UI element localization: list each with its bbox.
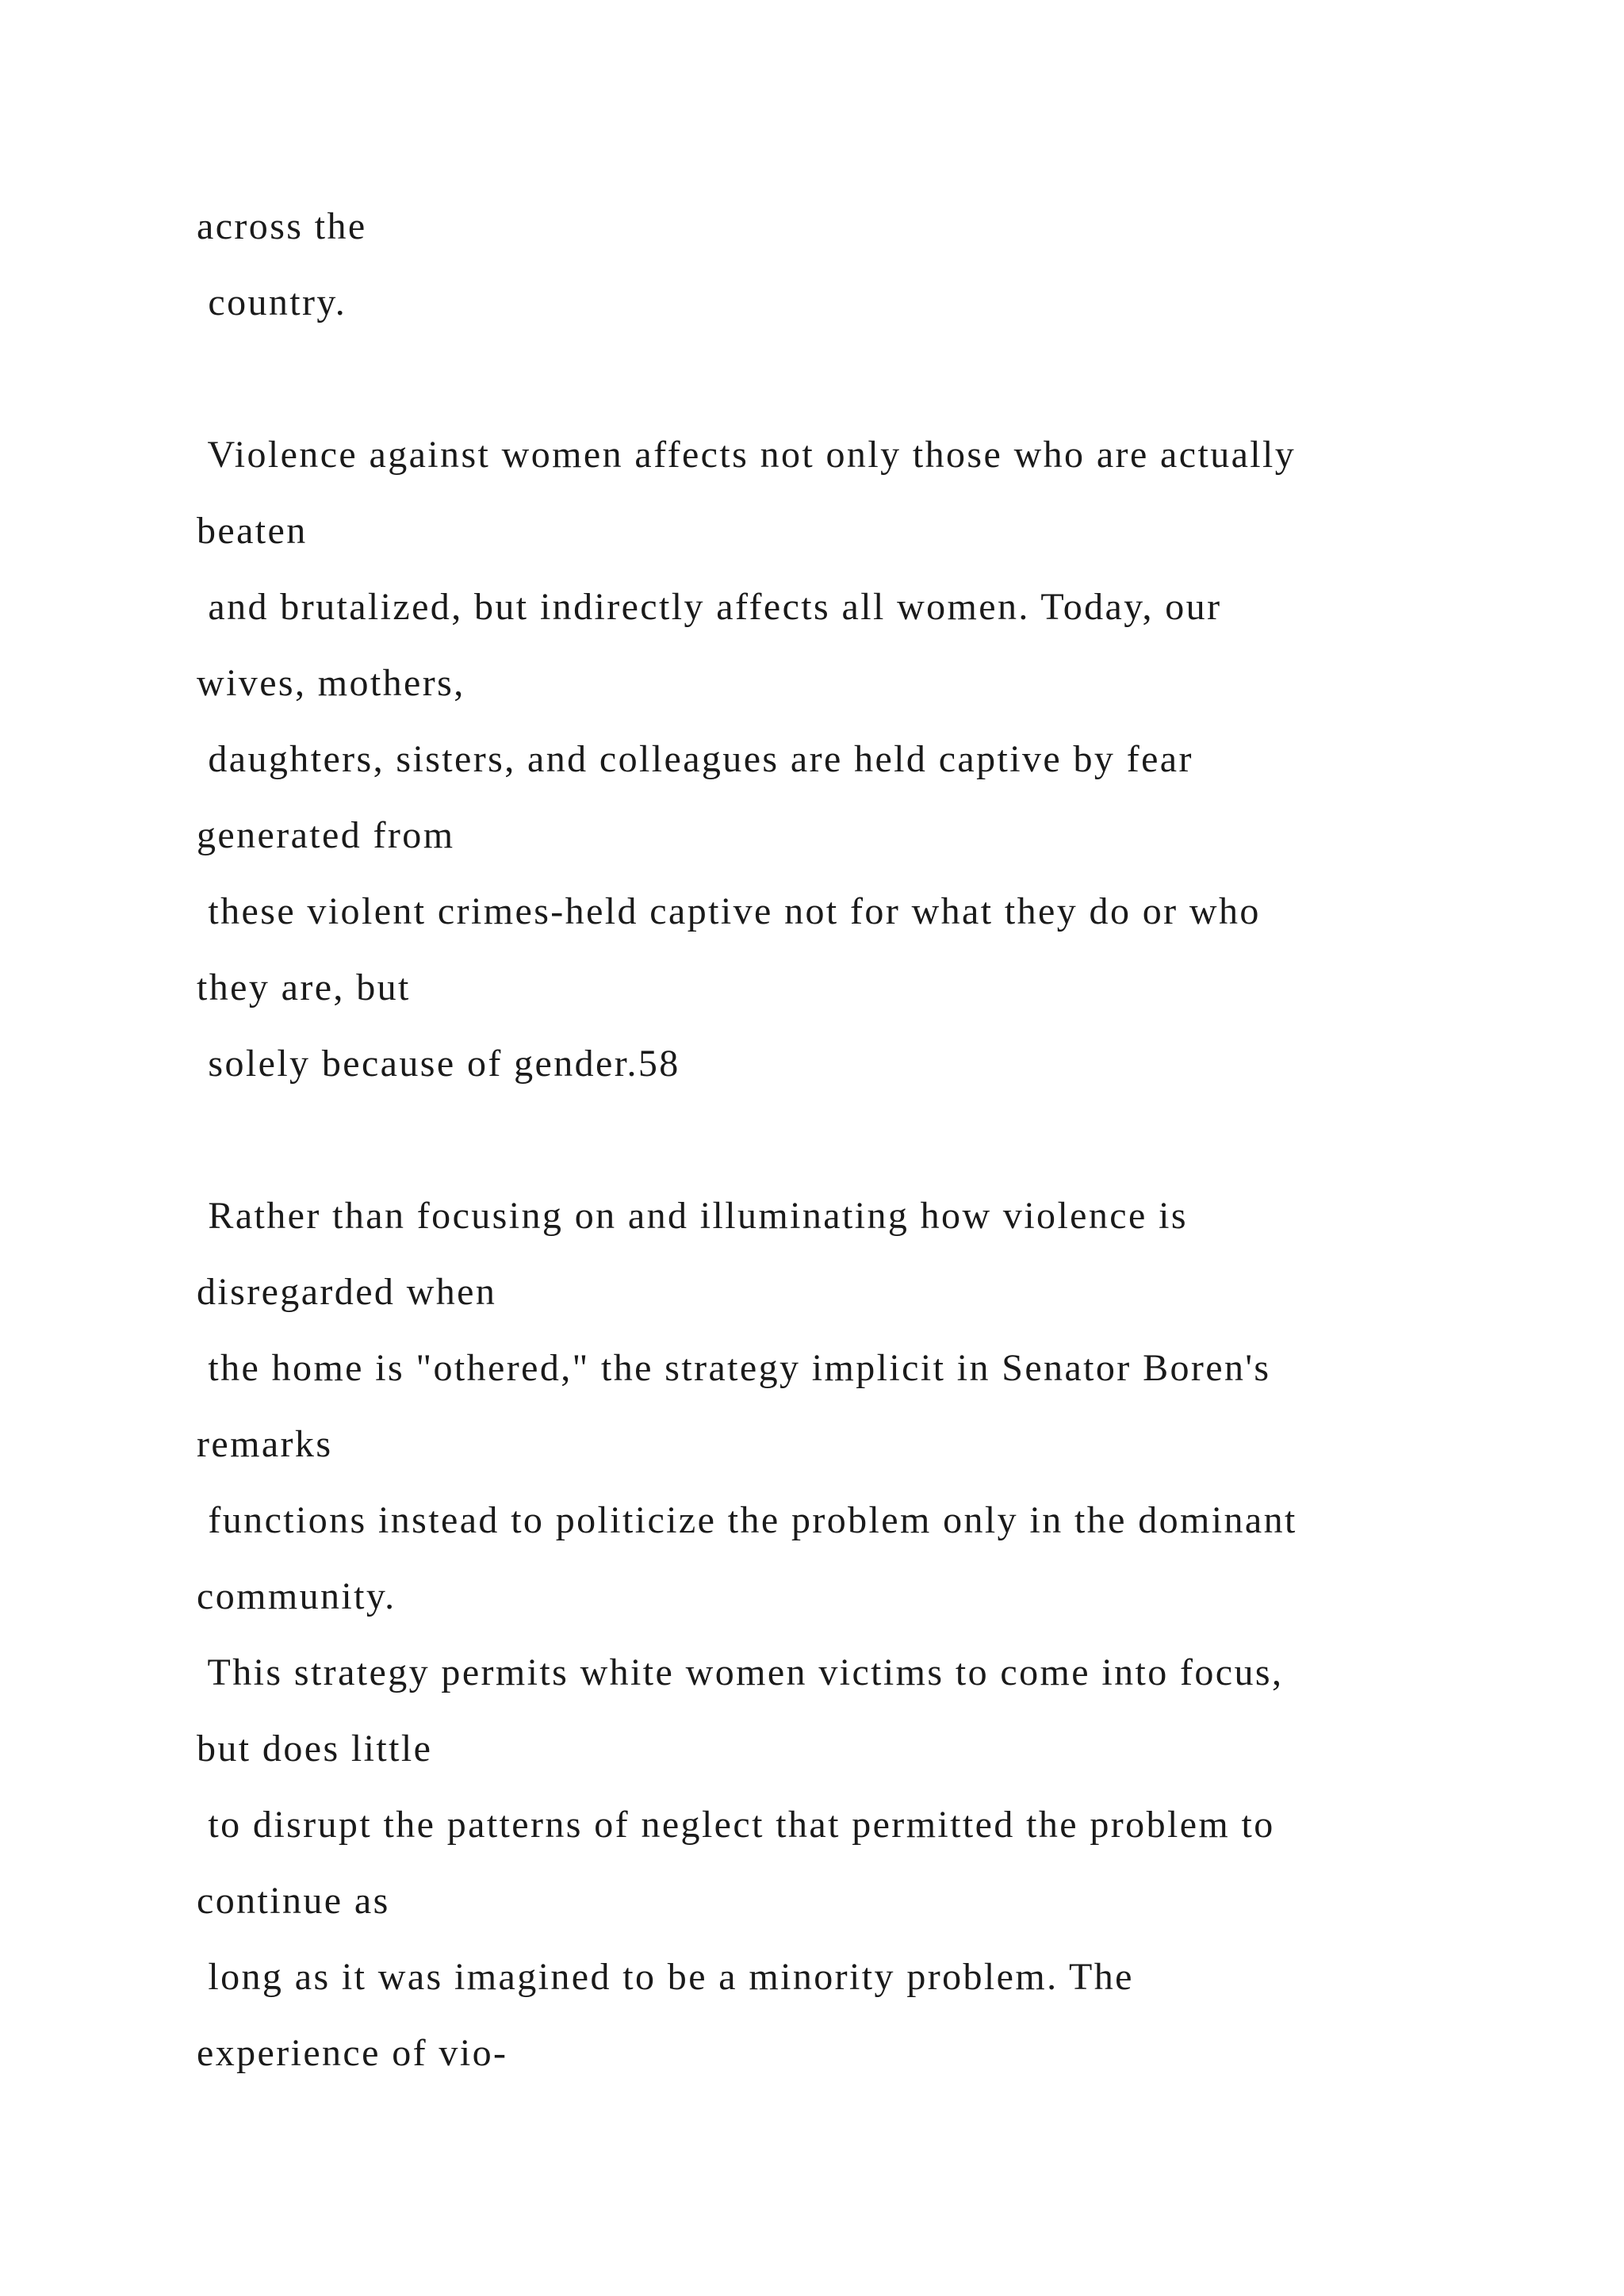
- text-line: experience of vio-: [197, 2032, 508, 2074]
- text-line: community.: [197, 1575, 396, 1617]
- text-line: they are, but: [197, 966, 411, 1008]
- blank-line: [197, 1102, 1545, 1178]
- text-line: daughters, sisters, and colleagues are held captive by fear: [197, 738, 1193, 780]
- text-line: across the: [197, 205, 367, 247]
- text-line: but does little: [197, 1728, 433, 1770]
- text-line: and brutalized, but indirectly affects all women. Today, our: [197, 586, 1222, 628]
- text-line: beaten: [197, 510, 308, 552]
- text-line: solely because of gender.58: [197, 1043, 680, 1085]
- text-line: Violence against women affects not only those who are actually: [197, 434, 1297, 476]
- text-line: Rather than focusing on and illuminating how violence is: [197, 1195, 1188, 1237]
- text-line: country.: [197, 281, 347, 323]
- text-line: the home is "othered," the strategy implicit in Senator Boren's: [197, 1347, 1271, 1389]
- blank-line: [197, 341, 1545, 417]
- text-line: generated from: [197, 814, 455, 856]
- body-text: [197, 189, 1545, 2091]
- text-line: This strategy permits white women victims to come into focus,: [197, 1651, 1284, 1693]
- text-line: continue as: [197, 1880, 390, 1922]
- text-line: to disrupt the patterns of neglect that permitted the problem to: [197, 1804, 1275, 1846]
- text-line: these violent crimes-held captive not for what they do or who: [197, 890, 1261, 932]
- text-line: functions instead to politicize the problem only in the dominant: [197, 1499, 1297, 1541]
- text-line: disregarded when: [197, 1271, 497, 1313]
- text-line: remarks: [197, 1423, 333, 1465]
- text-line: long as it was imagined to be a minority problem. The: [197, 1956, 1134, 1998]
- text-line: wives, mothers,: [197, 662, 465, 704]
